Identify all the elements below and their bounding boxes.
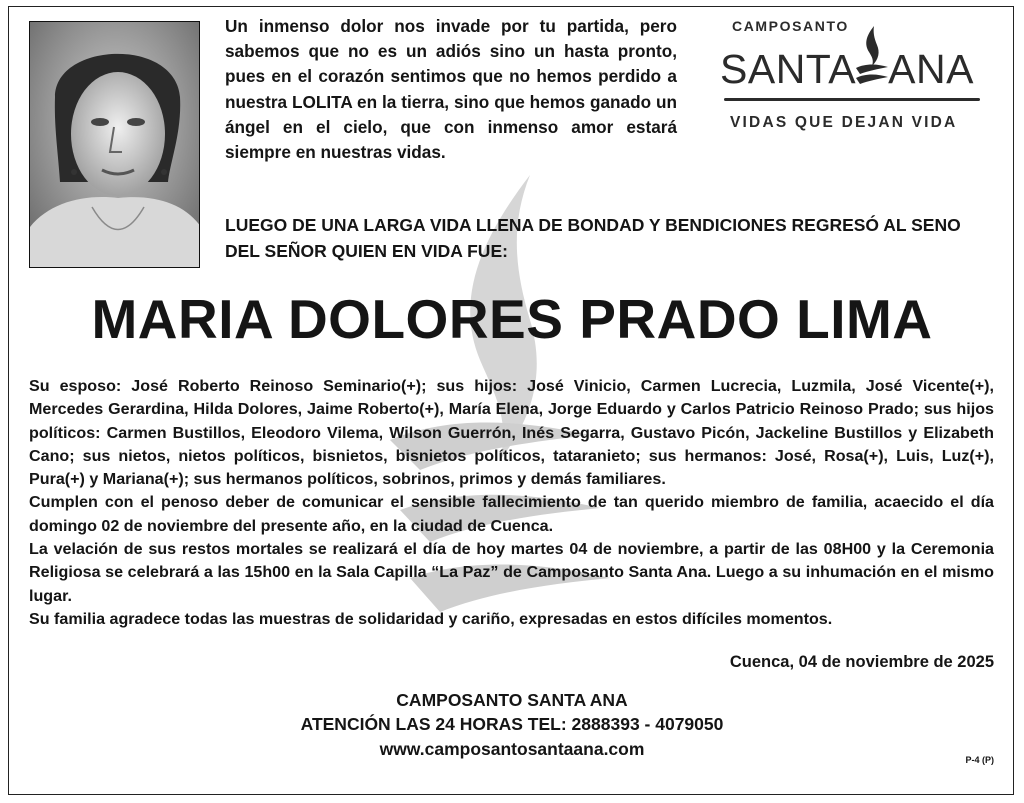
footer-phone: ATENCIÓN LAS 24 HORAS TEL: 2888393 - 4079050 bbox=[300, 714, 724, 734]
deceased-name: MARIA DOLORES PRADO LIMA bbox=[91, 288, 933, 350]
announcement-paragraph: Cumplen con el penoso deber de comunicar el sensible fallecimiento de tan querido miembro de familia, acaecido el día domingo 02 de noviembre del presente año, en la ciudad de Cuenca. bbox=[29, 493, 994, 535]
logo-name-left: SANTA bbox=[720, 46, 857, 92]
notice-body bbox=[29, 375, 994, 631]
logo-tagline: VIDAS QUE DEJAN VIDA bbox=[730, 114, 958, 131]
logo-name bbox=[720, 46, 974, 93]
logo-name-right: ANA bbox=[888, 46, 974, 92]
logo-top-text: CAMPOSANTO bbox=[732, 18, 849, 34]
page-code: P-4 (P) bbox=[965, 755, 994, 765]
ceremony-paragraph: La velación de sus restos mortales se realizará el día de hoy martes 04 de noviembre, a partir de las 08H00 y la Ceremonia Religiosa se celebrará a las 15h00 en la Sala Capilla “La Paz” de Camposanto Santa Ana. Luego a su inhumación en el mismo lugar. bbox=[29, 540, 994, 605]
date-line: Cuenca, 04 de noviembre de 2025 bbox=[729, 653, 994, 671]
camposanto-logo bbox=[720, 14, 985, 139]
footer-company: CAMPOSANTO SANTA ANA bbox=[396, 690, 628, 710]
flame-logo-icon bbox=[854, 24, 890, 86]
logo-divider bbox=[724, 98, 980, 101]
thanks-paragraph: Su familia agradece todas las muestras de solidaridad y cariño, expresadas en estos difíciles momentos. bbox=[29, 609, 833, 628]
family-paragraph: Su esposo: José Roberto Reinoso Seminario(+); sus hijos: José Vinicio, Carmen Lucrecia, Luzmila, José Vicente(+), Mercedes Gerardina, Hilda Dolores, Jaime Roberto(+), María Elena, Jorge Eduardo y Carlos Patricio Reinoso Prado; sus hijos políticos: Carmen Bustillos, Eleodoro Vilema, Wilson Guerrón, Inés Segarra, Gustavo Picón, Jackeline Bustillos y Elizabeth Cano; sus nietos, nietos políticos, bisnietos, bisnietos políticos, tataranieto; sus hermanos: José, Rosa(+), Luis, Luz(+), Pura(+) y Mariana(+); sus hermanos políticos, sobrinos, primos y demás familiares. bbox=[29, 377, 994, 489]
lead-statement: LUEGO DE UNA LARGA VIDA LLENA DE BONDAD Y BENDICIONES REGRESÓ AL SENO DEL SEÑOR QUIEN EN VIDA FUE: bbox=[225, 215, 961, 261]
intro-paragraph: Un inmenso dolor nos invade por tu partida, pero sabemos que no es un adiós sino un hasta pronto, pues en el corazón sentimos que no hemos perdido a nuestra LOLITA en la tierra, sino que hemos ganado un ángel en el cielo, que con inmenso amor estará siempre en nuestras vidas. bbox=[225, 16, 677, 163]
footer-website: www.camposantosantaana.com bbox=[379, 739, 645, 759]
portrait-photo-icon bbox=[29, 21, 200, 268]
